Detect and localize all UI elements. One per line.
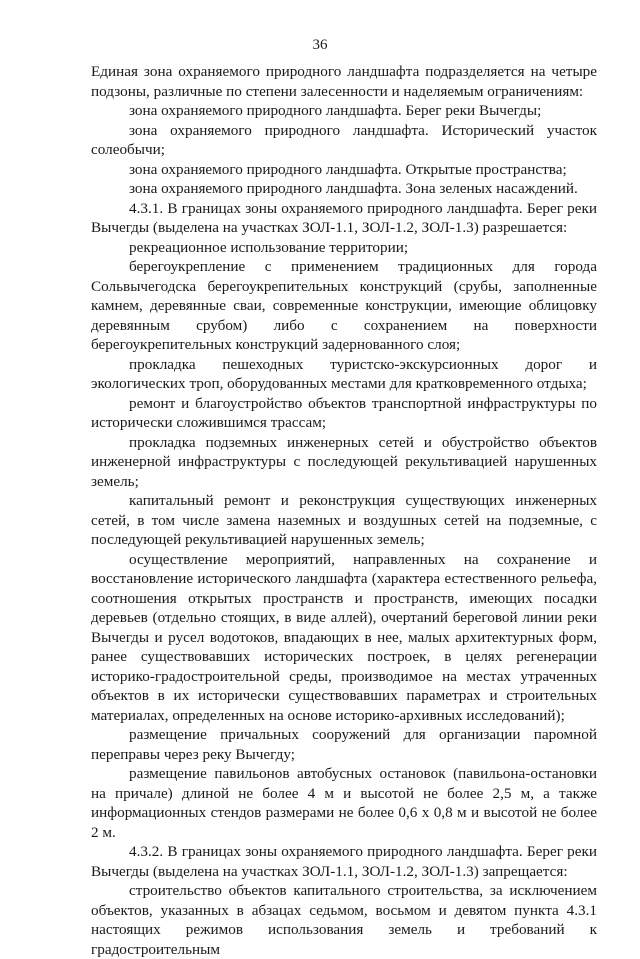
- paragraph: 4.3.1. В границах зоны охраняемого природного ландшафта. Берег реки Вычегды (выделена на участках ЗОЛ-1.1, ЗОЛ-1.2, ЗОЛ-1.3) разрешается:: [91, 199, 597, 236]
- paragraph: ремонт и благоустройство объектов транспортной инфраструктуры по исторически сложившимся трассам;: [91, 394, 597, 431]
- paragraph: прокладка подземных инженерных сетей и обустройство объектов инженерной инфраструктуры с последующей рекультивацией нарушенных земель;: [91, 433, 597, 490]
- paragraph: зона охраняемого природного ландшафта. Зона зеленых насаждений.: [129, 180, 578, 197]
- paragraph: рекреационное использование территории;: [129, 238, 409, 256]
- paragraph: зона охраняемого природного ландшафта. Открытые пространства;: [129, 160, 567, 178]
- paragraph: осуществление мероприятий, направленных на сохранение и восстановление исторического ландшафта (характера естественного рельефа, соотношения открытых пространств и пространств, имеющих посадки деревьев (отдельно стоящих, в виде аллей), очертаний береговой линии реки Вычегды и русел водотоков, впадающих в нее, малых архитектурных форм, ранее существовавших исторических построек, в целях регенерации историко-градостроительной среды, производимое на местах утраченных объектов в их исторически существовавших параметрах и строительных материалах, определенных на основе историко-архивных исследований);: [91, 550, 597, 724]
- paragraph: прокладка пешеходных туристско-экскурсионных дорог и экологических троп, оборудованных местами для кратковременного отдыха;: [91, 355, 597, 392]
- paragraph: размещение причальных сооружений для организации паромной переправы через реку Вычегду;: [91, 726, 597, 763]
- paragraph: Единая зона охраняемого природного ландшафта подразделяется на четыре подзоны, различные по степени залесенности и наделяемым ограничениям:: [91, 63, 597, 100]
- paragraph: берегоукрепление с применением традиционных для города Сольвычегодска берегоукрепительных конструкций (срубы, заполненные камнем, деревянные сваи, современные конструкции, имеющие облицовку деревянным срубом) либо с сохранением на поверхности берегоукрепительных конструкций задернованного слоя;: [91, 258, 597, 353]
- page-number: 36: [312, 37, 328, 53]
- paragraph: строительство объектов капитального строительства, за исключением объектов, указанных в абзацах седьмом, восьмом и девятом пункта 4.3.1 настоящих режимов использования земель и требований к градостроительным: [91, 882, 597, 958]
- paragraph: зона охраняемого природного ландшафта. Исторический участок солеобычи;: [91, 121, 597, 158]
- paragraph: 4.3.2. В границах зоны охраняемого природного ландшафта. Берег реки Вычегды (выделена на участках ЗОЛ-1.1, ЗОЛ-1.2, ЗОЛ-1.3) запрещается:: [91, 843, 597, 880]
- paragraph: капитальный ремонт и реконструкция существующих инженерных сетей, в том числе замена наземных и воздушных сетей на подземные, с последующей рекультивацией нарушенных земель;: [91, 492, 597, 548]
- document-body: [91, 62, 597, 959]
- paragraph: размещение павильонов автобусных остановок (павильона-остановки на причале) длиной не более 4 м и высотой не более 2,5 м, а также информационных стендов размерами не более 0,6 х 0,8 м и высотой не более 2 м.: [91, 765, 597, 841]
- paragraph: зона охраняемого природного ландшафта. Берег реки Вычегды;: [129, 102, 542, 119]
